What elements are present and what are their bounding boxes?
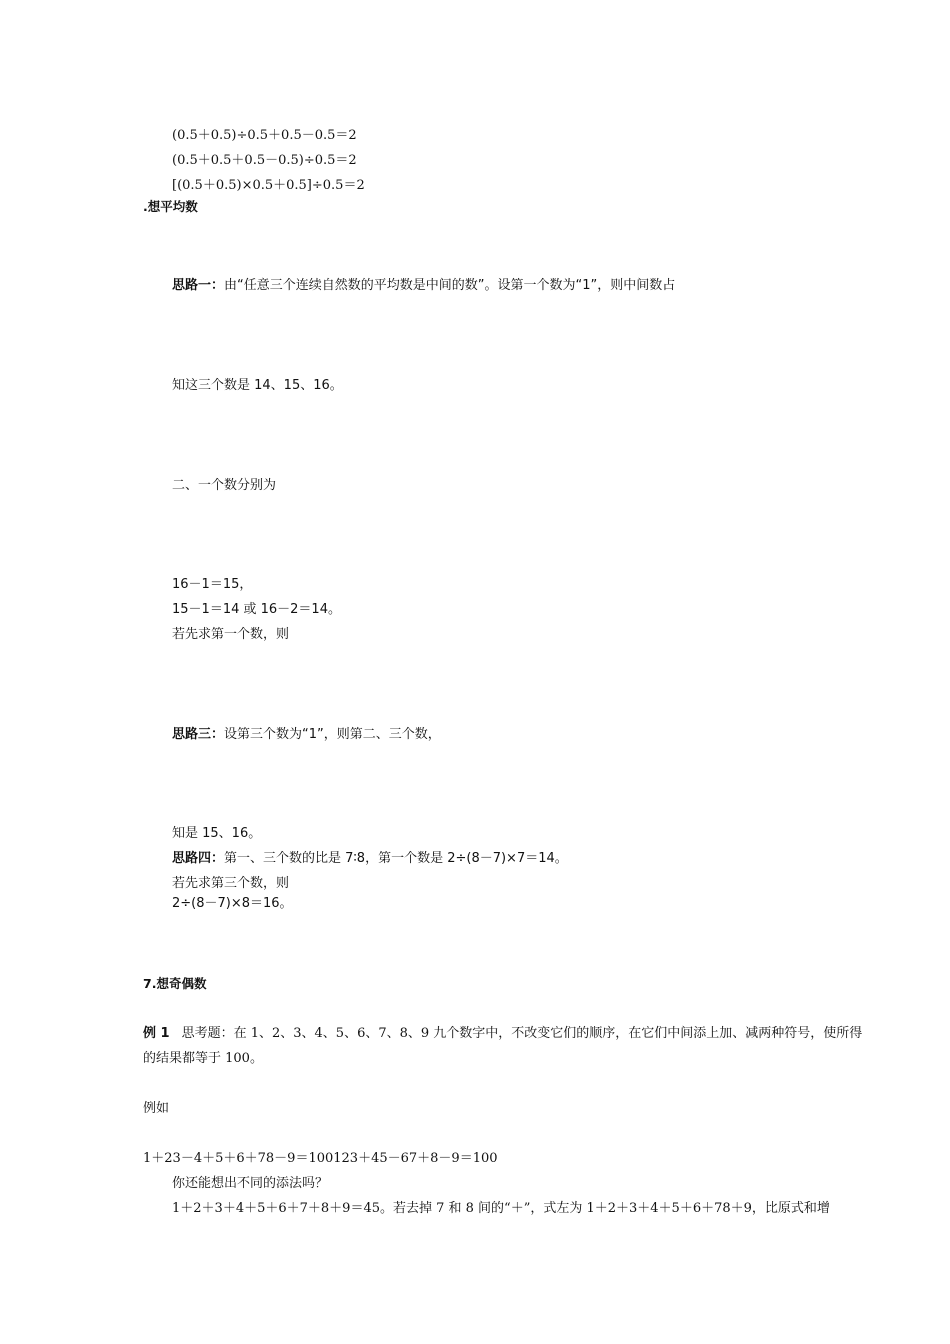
idea-1-text: 由“任意三个连续自然数的平均数是中间的数”。设第一个数为“1”，则中间数占 — [224, 278, 676, 293]
last-line: 1＋2＋3＋4＋5＋6＋7＋8＋9＝45。若去掉 7 和 8 间的“＋”，式左为 1＋2＋3＋4＋5＋6＋78＋9，比原式和增 — [172, 1201, 830, 1216]
idea-4-text: 第一、三个数的比是 7∶8，第一个数是 2÷(8－7)×7＝14。 — [224, 851, 568, 866]
example-1-text: 思考题：在 1、2、3、4、5、6、7、8、9 九个数字中，不改变它们的顺序，在它们中间添上加、减两种符号，使所得 — [181, 1026, 863, 1041]
idea-3-text: 设第三个数为“1”，则第二、三个数， — [224, 727, 441, 742]
section-heading-average: .想平均数 — [143, 199, 198, 214]
formula-3: [(0.5＋0.5)×0.5＋0.5]÷0.5＝2 — [172, 178, 365, 193]
formula-2: (0.5＋0.5＋0.5－0.5)÷0.5＝2 — [172, 153, 357, 168]
example-1-label: 例 1 — [143, 1026, 170, 1041]
calc-1: 16－1＝15， — [172, 577, 253, 592]
if-first: 若先求第一个数，则 — [172, 627, 290, 642]
idea-4-paragraph — [172, 851, 568, 867]
formula-1: (0.5＋0.5)÷0.5＋0.5－0.5＝2 — [172, 128, 357, 143]
calc-3: 2÷(8－7)×8＝16。 — [172, 896, 293, 911]
idea-2-text: 二、一个数分别为 — [172, 478, 277, 493]
result-3: 知是 15、16。 — [172, 826, 262, 841]
example-1-line-1 — [143, 1026, 862, 1042]
section-heading-parity: 7.想奇偶数 — [143, 976, 207, 991]
idea-1-label: 思路一： — [172, 278, 225, 293]
equation-line: 1＋23－4＋5＋6＋78－9＝100123＋45－67＋8－9＝100 — [143, 1151, 498, 1166]
if-third: 若先求第三个数，则 — [172, 876, 290, 891]
idea-3-paragraph — [172, 727, 441, 743]
result-1: 知这三个数是 14、15、16。 — [172, 378, 343, 393]
idea-1-paragraph — [172, 278, 675, 294]
for-example: 例如 — [143, 1101, 170, 1116]
example-1-line-2: 的结果都等于 100。 — [143, 1051, 263, 1066]
idea-4-label: 思路四： — [172, 851, 225, 866]
calc-2: 15－1＝14 或 16－2＝14。 — [172, 602, 341, 617]
question-line: 你还能想出不同的添法吗？ — [172, 1176, 329, 1191]
idea-3-label: 思路三： — [172, 727, 225, 742]
